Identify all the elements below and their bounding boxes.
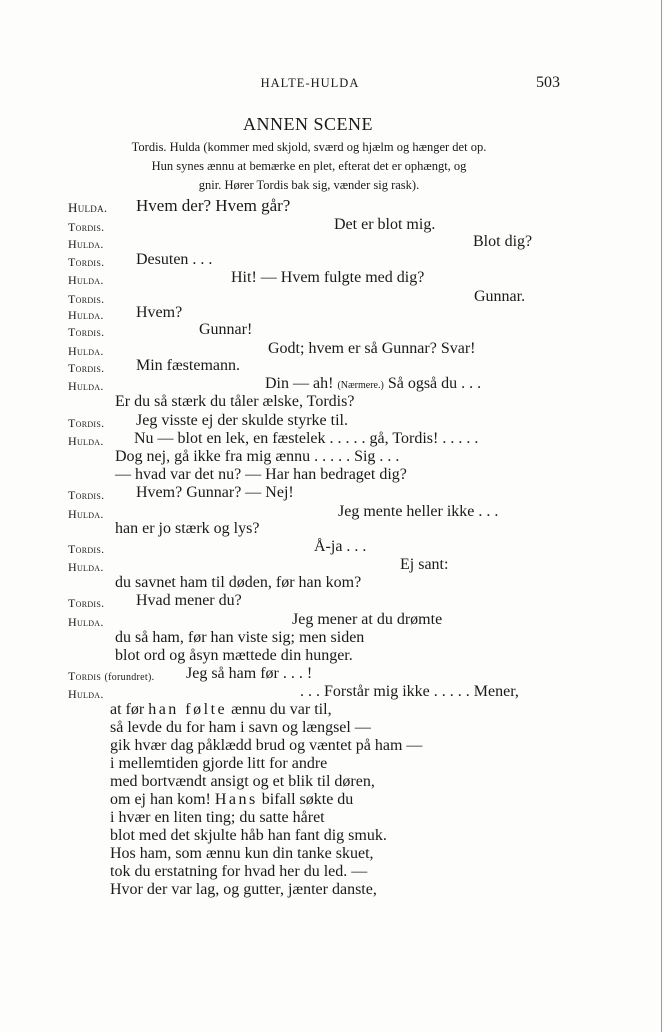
dialogue-line xyxy=(0,537,664,557)
line-text: Hvem? Gunnar? — Nej! xyxy=(136,484,294,501)
line-text: Jeg mener at du drømte xyxy=(292,611,443,628)
speaker-label: Hulda. xyxy=(68,560,104,574)
dialogue-line xyxy=(0,682,664,702)
line-text: Hvem der? Hvem går? xyxy=(136,196,291,215)
line-text: Er du så stærk du tåler ælske, Tordis? xyxy=(115,393,355,410)
dialogue-line xyxy=(0,628,664,648)
dialogue-line xyxy=(0,374,664,394)
line-text: Min fæstemann. xyxy=(136,357,240,374)
line-text: du så ham, før han viste sig; men siden xyxy=(115,629,365,646)
dialogue-line xyxy=(0,411,664,431)
line-text: han er jo stærk og lys? xyxy=(115,520,260,537)
speaker-label: Hulda. xyxy=(68,273,104,287)
line-text: at før xyxy=(110,701,145,718)
speaker-name: Tordis xyxy=(68,669,102,683)
line-text: Hos ham, som ænnu kun din tanke skuet, xyxy=(110,845,374,862)
line-text: i mellemtiden gjorde litt for andre xyxy=(110,755,328,772)
speaker-label: Tordis. xyxy=(68,542,105,556)
speaker-label: Hulda. xyxy=(68,237,104,251)
speaker-label: Tordis. xyxy=(68,292,105,306)
line-text: Ej sant: xyxy=(400,556,449,573)
dialogue-line xyxy=(0,232,664,252)
speaker-label: Hulda. xyxy=(68,200,108,215)
speaker-label: Tordis. xyxy=(68,596,105,610)
line-text: Gunnar. xyxy=(474,288,526,305)
scene-title: ANNEN SCENE xyxy=(243,114,373,134)
line-text: Hit! — Hvem fulgte med dig? xyxy=(231,269,425,286)
dialogue-line xyxy=(0,250,664,270)
line-text: med bortvændt ansigt og et blik til døren, xyxy=(110,773,375,790)
dialogue-line xyxy=(0,268,664,288)
speaker-label: Hulda. xyxy=(68,379,104,393)
speaker-label: Hulda. xyxy=(68,615,104,629)
line-text: Godt; hvem er så Gunnar? Svar! xyxy=(268,340,476,357)
stage-direction xyxy=(72,138,546,195)
stage-note: (Nærmere.) xyxy=(337,380,384,391)
dialogue-line xyxy=(0,356,664,376)
emphasis-text: Hans xyxy=(214,791,258,808)
line-text: du savnet ham til døden, før han kom? xyxy=(115,574,362,591)
line-text: Dog nej, gå ikke fra mig ænnu . . . . . Sig . . . xyxy=(115,448,400,465)
dialogue-line xyxy=(0,880,664,900)
line-text: Jeg mente heller ikke . . . xyxy=(338,503,499,520)
dialogue-line xyxy=(0,573,664,593)
dialogue-line xyxy=(0,754,664,774)
dialogue-line xyxy=(0,844,664,864)
line-text: Jeg så ham før . . . ! xyxy=(186,665,313,682)
line-text: Hvad mener du? xyxy=(136,592,242,609)
dialogue-line xyxy=(0,392,664,412)
dialogue-line xyxy=(0,700,664,720)
dialogue-line xyxy=(0,826,664,846)
stage-direction-line: Hun synes ænnu at bemærke en plet, efterat det er ophængt, og xyxy=(151,159,467,173)
dialogue-line xyxy=(0,320,664,340)
line-text: Gunnar! xyxy=(199,321,253,338)
dialogue-line xyxy=(0,591,664,611)
dialogue-line xyxy=(0,447,664,467)
dialogue-line xyxy=(0,664,664,684)
line-text: Hvem? xyxy=(136,304,183,321)
dialogue-line xyxy=(0,519,664,539)
line-text: Det er blot mig. xyxy=(334,216,436,233)
speaker-label: Hulda. xyxy=(68,687,104,701)
page-number: 503 xyxy=(536,74,560,91)
dialogue-line xyxy=(0,465,664,485)
line-text: Å-ja . . . xyxy=(314,538,367,555)
line-text: så levde du for ham i savn og længsel — xyxy=(110,719,371,736)
dialogue-line xyxy=(0,718,664,738)
speaker-label: Tordis. xyxy=(68,361,105,375)
dialogue-line xyxy=(0,483,664,503)
stage-note: (forundret). xyxy=(104,672,155,683)
dialogue-line xyxy=(0,555,664,575)
line-text: i hvær en liten ting; du satte håret xyxy=(110,809,325,826)
dialogue-line xyxy=(0,429,664,449)
line-text: bifall søkte du xyxy=(261,791,354,808)
dialogue-line xyxy=(0,196,664,216)
line-text: Jeg visste ej der skulde styrke til. xyxy=(136,412,348,429)
line-text: blot ord og åsyn mættede din hunger. xyxy=(115,647,353,664)
line-text: tok du erstatning for hvad her du led. — xyxy=(110,863,368,880)
line-text: Din — ah! xyxy=(265,375,334,392)
speaker-label: Tordis. xyxy=(68,220,105,234)
emphasis-text: han følte xyxy=(148,701,228,718)
dialogue-line xyxy=(0,646,664,666)
line-text: Nu — blot en lek, en fæstelek . . . . . gå, Tordis! . . . . . xyxy=(134,430,479,447)
stage-direction-line: gnir. Hører Tordis bak sig, vænder sig rask). xyxy=(198,178,420,192)
line-text: Så også du . . . xyxy=(387,375,482,392)
speaker-label: Hulda. xyxy=(68,507,104,521)
line-text: Hvor der var lag, og gutter, jænter danste, xyxy=(110,881,377,898)
dialogue-line xyxy=(0,790,664,810)
dialogue-line xyxy=(0,862,664,882)
speaker-label: Tordis. xyxy=(68,255,105,269)
speaker-label: Tordis. xyxy=(68,488,105,502)
running-title: HALTE-HULDA xyxy=(260,76,360,90)
speaker-label: Tordis. xyxy=(68,416,105,430)
speaker-label: Hulda. xyxy=(68,308,104,322)
line-text: Desuten . . . xyxy=(136,251,213,268)
dialogue-line xyxy=(0,808,664,828)
line-text: — hvad var det nu? — Har han bedraget dig? xyxy=(115,466,407,483)
dialogue-line xyxy=(0,610,664,630)
speaker-label: Tordis. xyxy=(68,325,105,339)
line-text: blot med det skjulte håb han fant dig smuk. xyxy=(110,827,387,844)
line-text: om ej han kom! xyxy=(110,791,211,808)
line-text: ænnu du var til, xyxy=(231,701,332,718)
speaker-label: Hulda. xyxy=(68,434,104,448)
stage-direction-line: Tordis. Hulda (kommer med skjold, sværd og hjælm og hænger det op. xyxy=(131,140,487,154)
dialogue-line xyxy=(0,736,664,756)
line-text: Blot dig? xyxy=(473,233,533,250)
line-text: . . . Forstår mig ikke . . . . . Mener, xyxy=(300,683,519,700)
dialogue-line xyxy=(0,772,664,792)
line-text: gik hvær dag påklædd brud og væntet på ham — xyxy=(110,737,423,754)
speaker-label: Hulda. xyxy=(68,344,104,358)
